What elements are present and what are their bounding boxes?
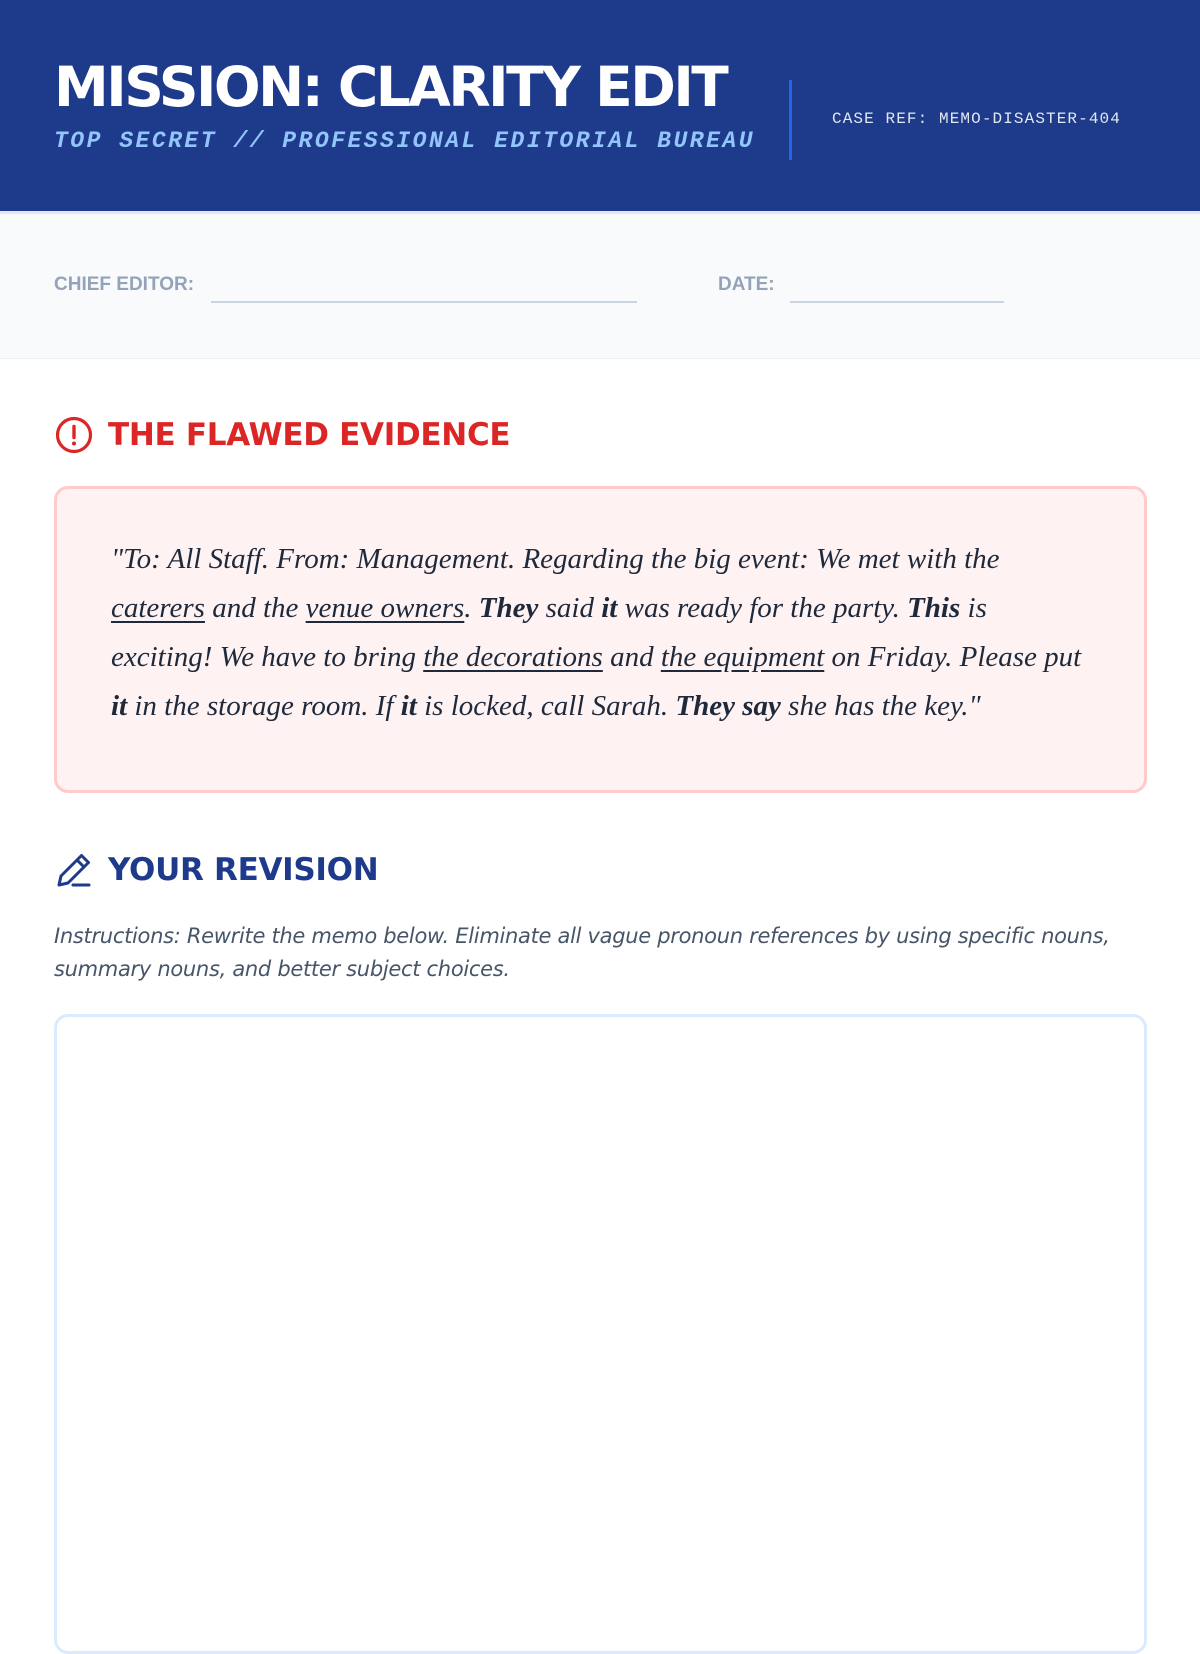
flawed-memo-text	[111, 535, 1092, 731]
date-field[interactable]	[790, 301, 1004, 303]
evidence-heading	[54, 415, 510, 455]
memo-text-segment: said	[538, 592, 602, 624]
memo-text-segment: "To: All Staff. From: Management. Regarding the big event: We met with the	[111, 543, 1000, 575]
revision-heading	[54, 850, 378, 890]
chief-editor-label: CHIEF EDITOR:	[54, 274, 195, 295]
memo-text-segment: and the	[204, 592, 306, 624]
vague-pronoun: This	[907, 592, 961, 624]
vague-pronoun: it	[601, 592, 618, 624]
vague-pronoun: it	[111, 690, 128, 722]
revision-input[interactable]	[54, 1014, 1147, 1654]
meta-bar	[0, 214, 1200, 359]
date-label: DATE:	[718, 274, 775, 295]
page-subtitle: TOP SECRET // PROFESSIONAL EDITORIAL BUREAU	[54, 128, 755, 154]
referent-noun: the decorations	[423, 641, 603, 673]
memo-text-segment: on Friday. Please put	[824, 641, 1082, 673]
pencil-icon	[54, 850, 94, 890]
case-reference: CASE REF: MEMO-DISASTER-404	[832, 110, 1121, 128]
evidence-heading-label: THE FLAWED EVIDENCE	[108, 417, 511, 453]
page-title: MISSION: CLARITY EDIT	[54, 55, 727, 119]
chief-editor-field[interactable]	[211, 301, 637, 303]
memo-text-segment: and	[602, 641, 661, 673]
vague-pronoun: it	[400, 690, 417, 722]
alert-circle-icon	[54, 415, 94, 455]
memo-text-segment: .	[464, 592, 479, 624]
page-header	[0, 0, 1200, 214]
revision-heading-label: YOUR REVISION	[108, 852, 379, 888]
referent-noun: venue owners	[305, 592, 465, 624]
memo-text-segment: she has the key."	[780, 690, 981, 722]
header-divider	[789, 80, 792, 160]
memo-text-segment: was ready for the party.	[617, 592, 908, 624]
referent-noun: the equipment	[660, 641, 825, 673]
memo-text-segment: in the storage room. If	[127, 690, 401, 722]
memo-text-segment: is exciting! We have to bring	[111, 592, 987, 673]
memo-text-segment: is locked, call Sarah.	[416, 690, 676, 722]
vague-pronoun: They say	[675, 690, 781, 722]
evidence-box	[54, 486, 1147, 793]
referent-noun: caterers	[111, 592, 205, 624]
revision-instructions: Instructions: Rewrite the memo below. Eliminate all vague pronoun references by using specific nouns, summary nouns, and better subject choices.	[54, 924, 1110, 981]
vague-pronoun: They	[478, 592, 539, 624]
